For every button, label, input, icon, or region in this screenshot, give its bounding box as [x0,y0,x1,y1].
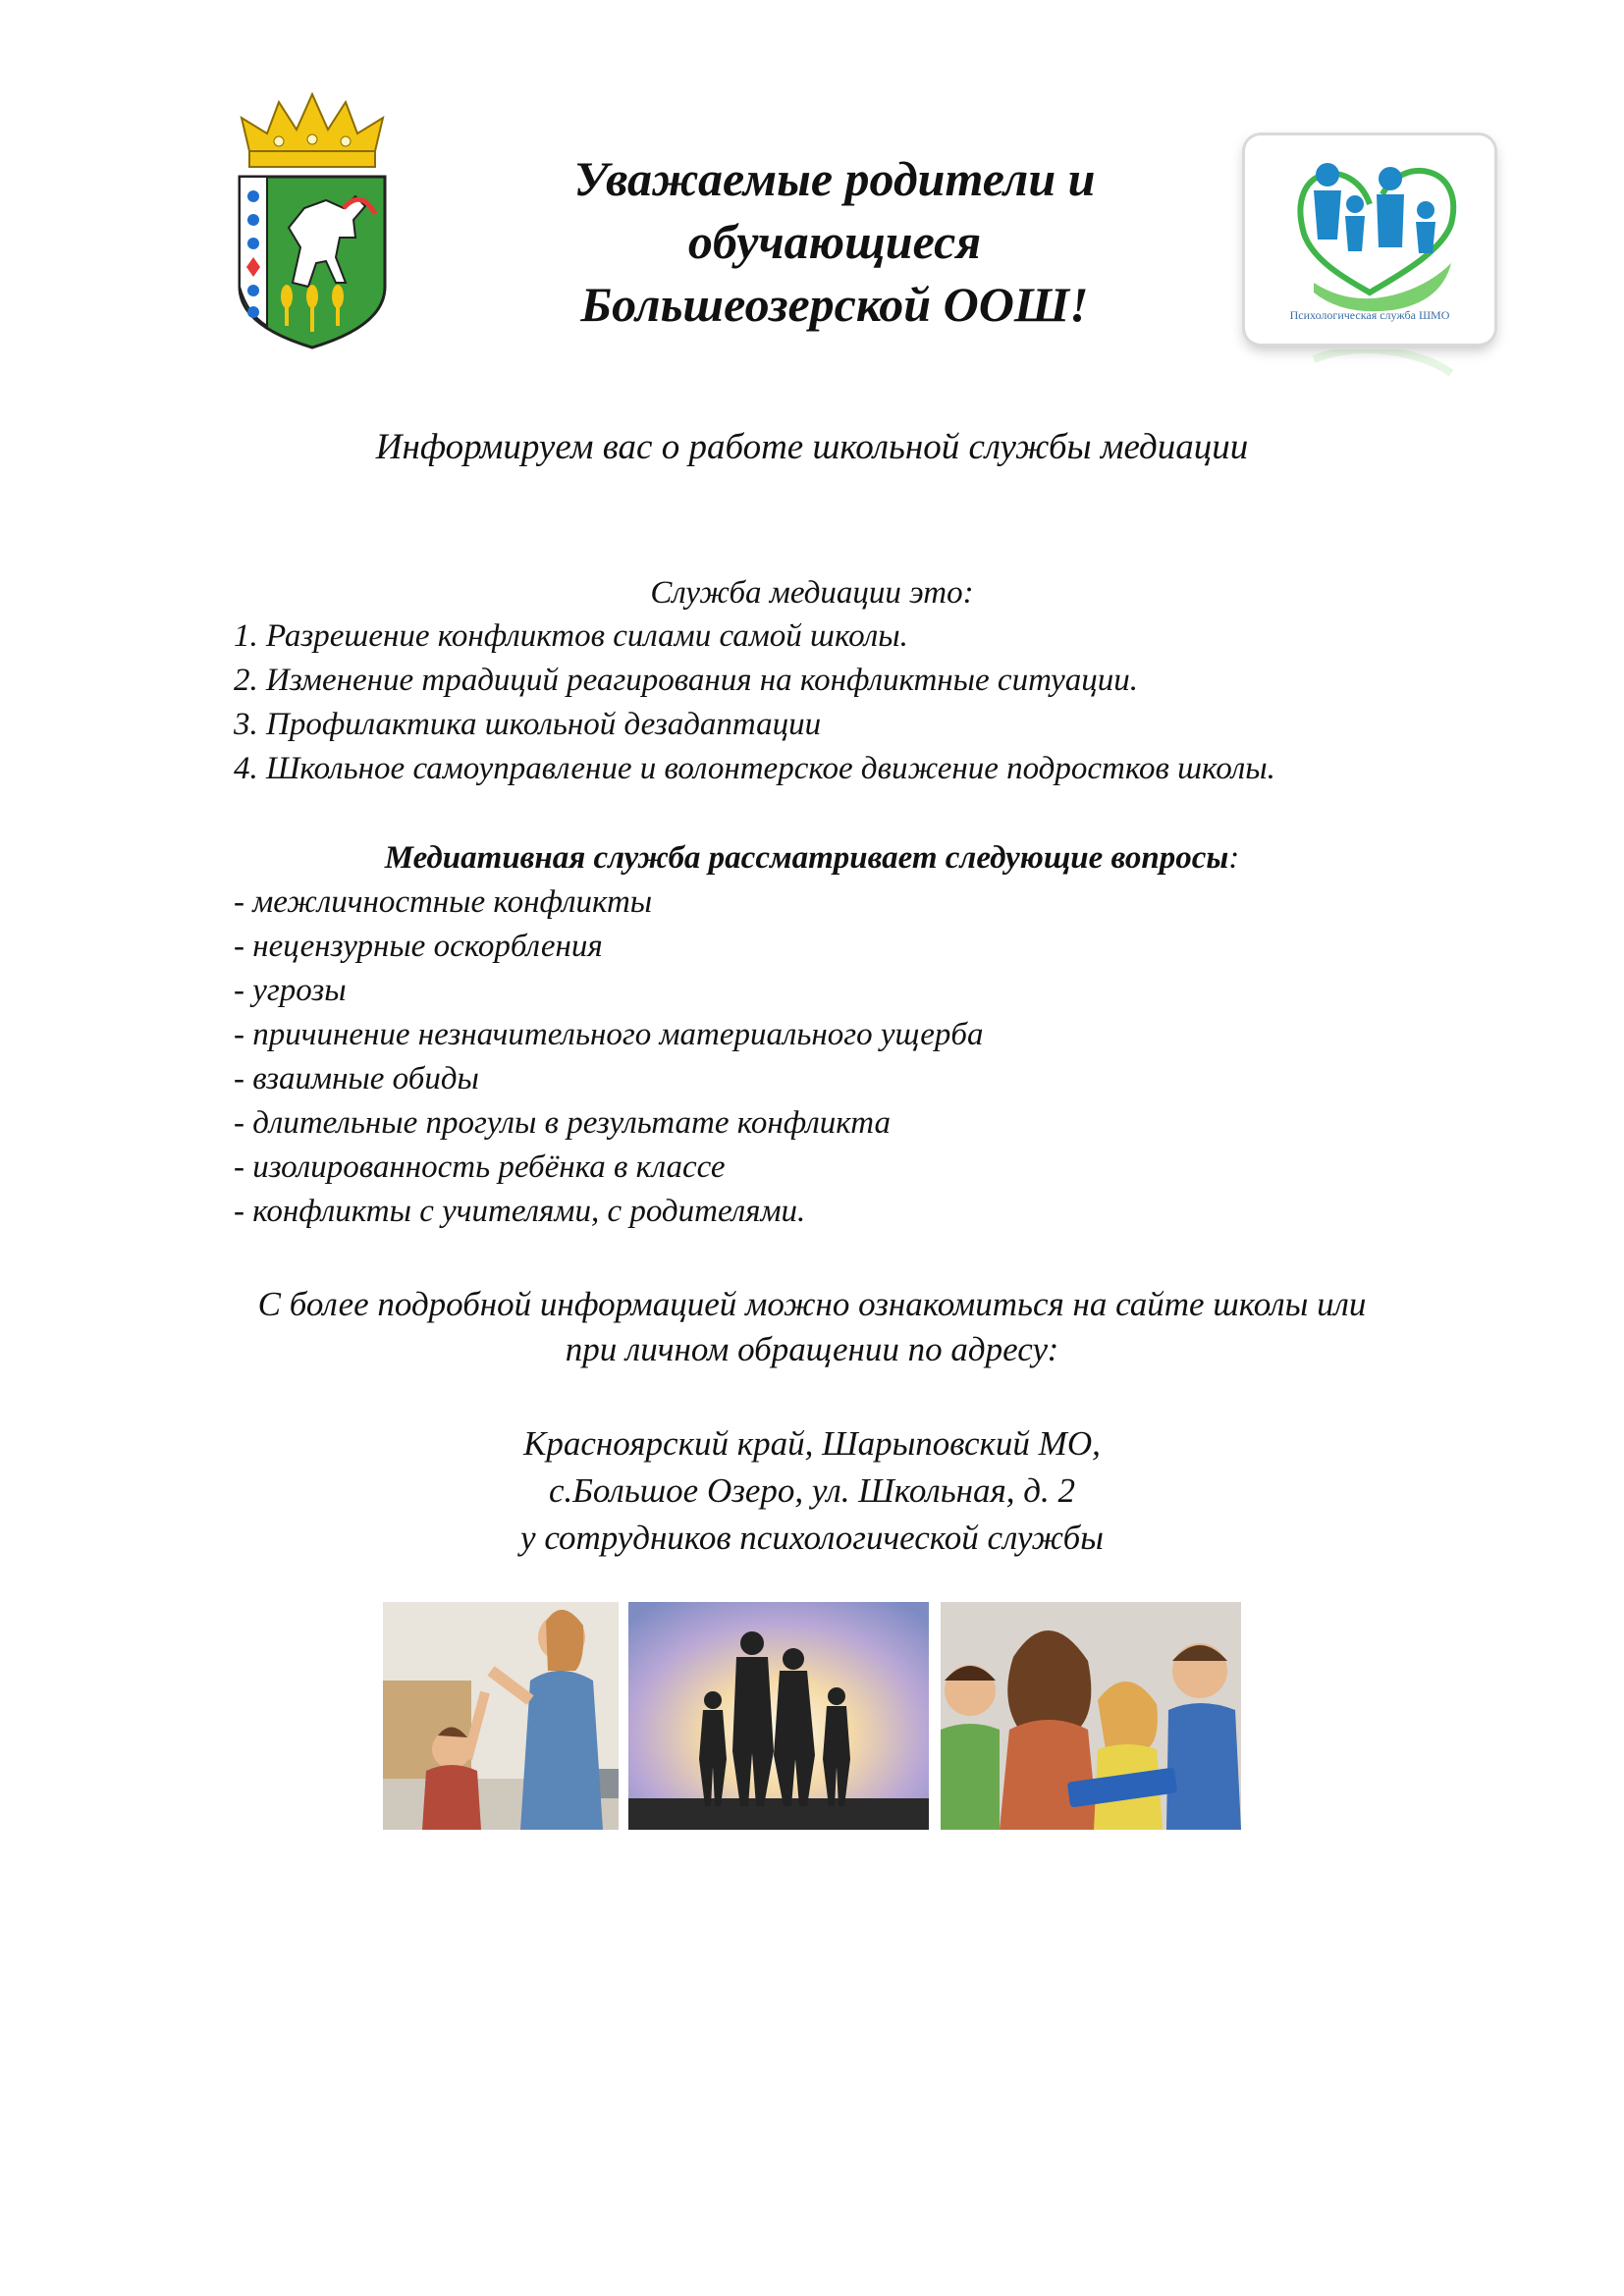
family-silhouette-photo [628,1602,929,1830]
service-item: 4. Школьное самоуправление и волонтерское движение подростков школы. [234,751,1275,786]
question-item: - изолированность ребёнка в классе [234,1149,726,1185]
service-heading: Служба медиации это: [650,575,974,611]
question-item: - причинение незначительного материального ущерба [234,1017,984,1052]
contact-line: при личном обращении по адресу: [565,1330,1059,1368]
title-line: обучающиеся [687,214,982,269]
title-line: Уважаемые родители и [573,151,1096,206]
question-item: - конфликты с учителями, с родителями. [234,1194,806,1229]
psychological-service-logo [1245,135,1494,344]
question-item: - нецензурные оскорбления [234,929,603,964]
questions-heading-colon: : [1228,840,1240,876]
address-line: с.Большое Озеро, ул. Школьная, д. 2 [549,1471,1075,1510]
address-line: у сотрудников психологической службы [520,1519,1104,1557]
teacher-high-five-photo [383,1602,619,1830]
subtitle: Информируем вас о работе школьной службы медиации [375,427,1249,467]
question-item: - угрозы [234,973,347,1008]
service-item: 1. Разрешение конфликтов силами самой школы. [234,618,908,654]
question-item: - длительные прогулы в результате конфликта [234,1105,892,1141]
contact-line: С более подробной информацией можно ознакомиться на сайте школы или [257,1285,1367,1323]
title-line: Большеозерской ООШ! [580,277,1089,332]
questions-heading [0,836,1624,881]
address-line: Красноярский край, Шарыповский МО, [523,1424,1101,1463]
logo-caption: Психологическая служба ШМО [1289,308,1450,322]
question-item: - взаимные обиды [234,1061,479,1096]
questions-heading-text: Медиативная служба рассматривает следующие вопросы [384,840,1229,876]
children-tablet-photo [941,1602,1241,1830]
logo-reflection [1245,349,1494,399]
service-item: 3. Профилактика школьной дезадаптации [234,707,822,742]
horse-coat-of-arms-icon [228,90,397,351]
service-item: 2. Изменение традиций реагирования на конфликтные ситуации. [234,663,1138,698]
page-title [432,147,1237,336]
question-item: - межличностные конфликты [234,884,653,920]
